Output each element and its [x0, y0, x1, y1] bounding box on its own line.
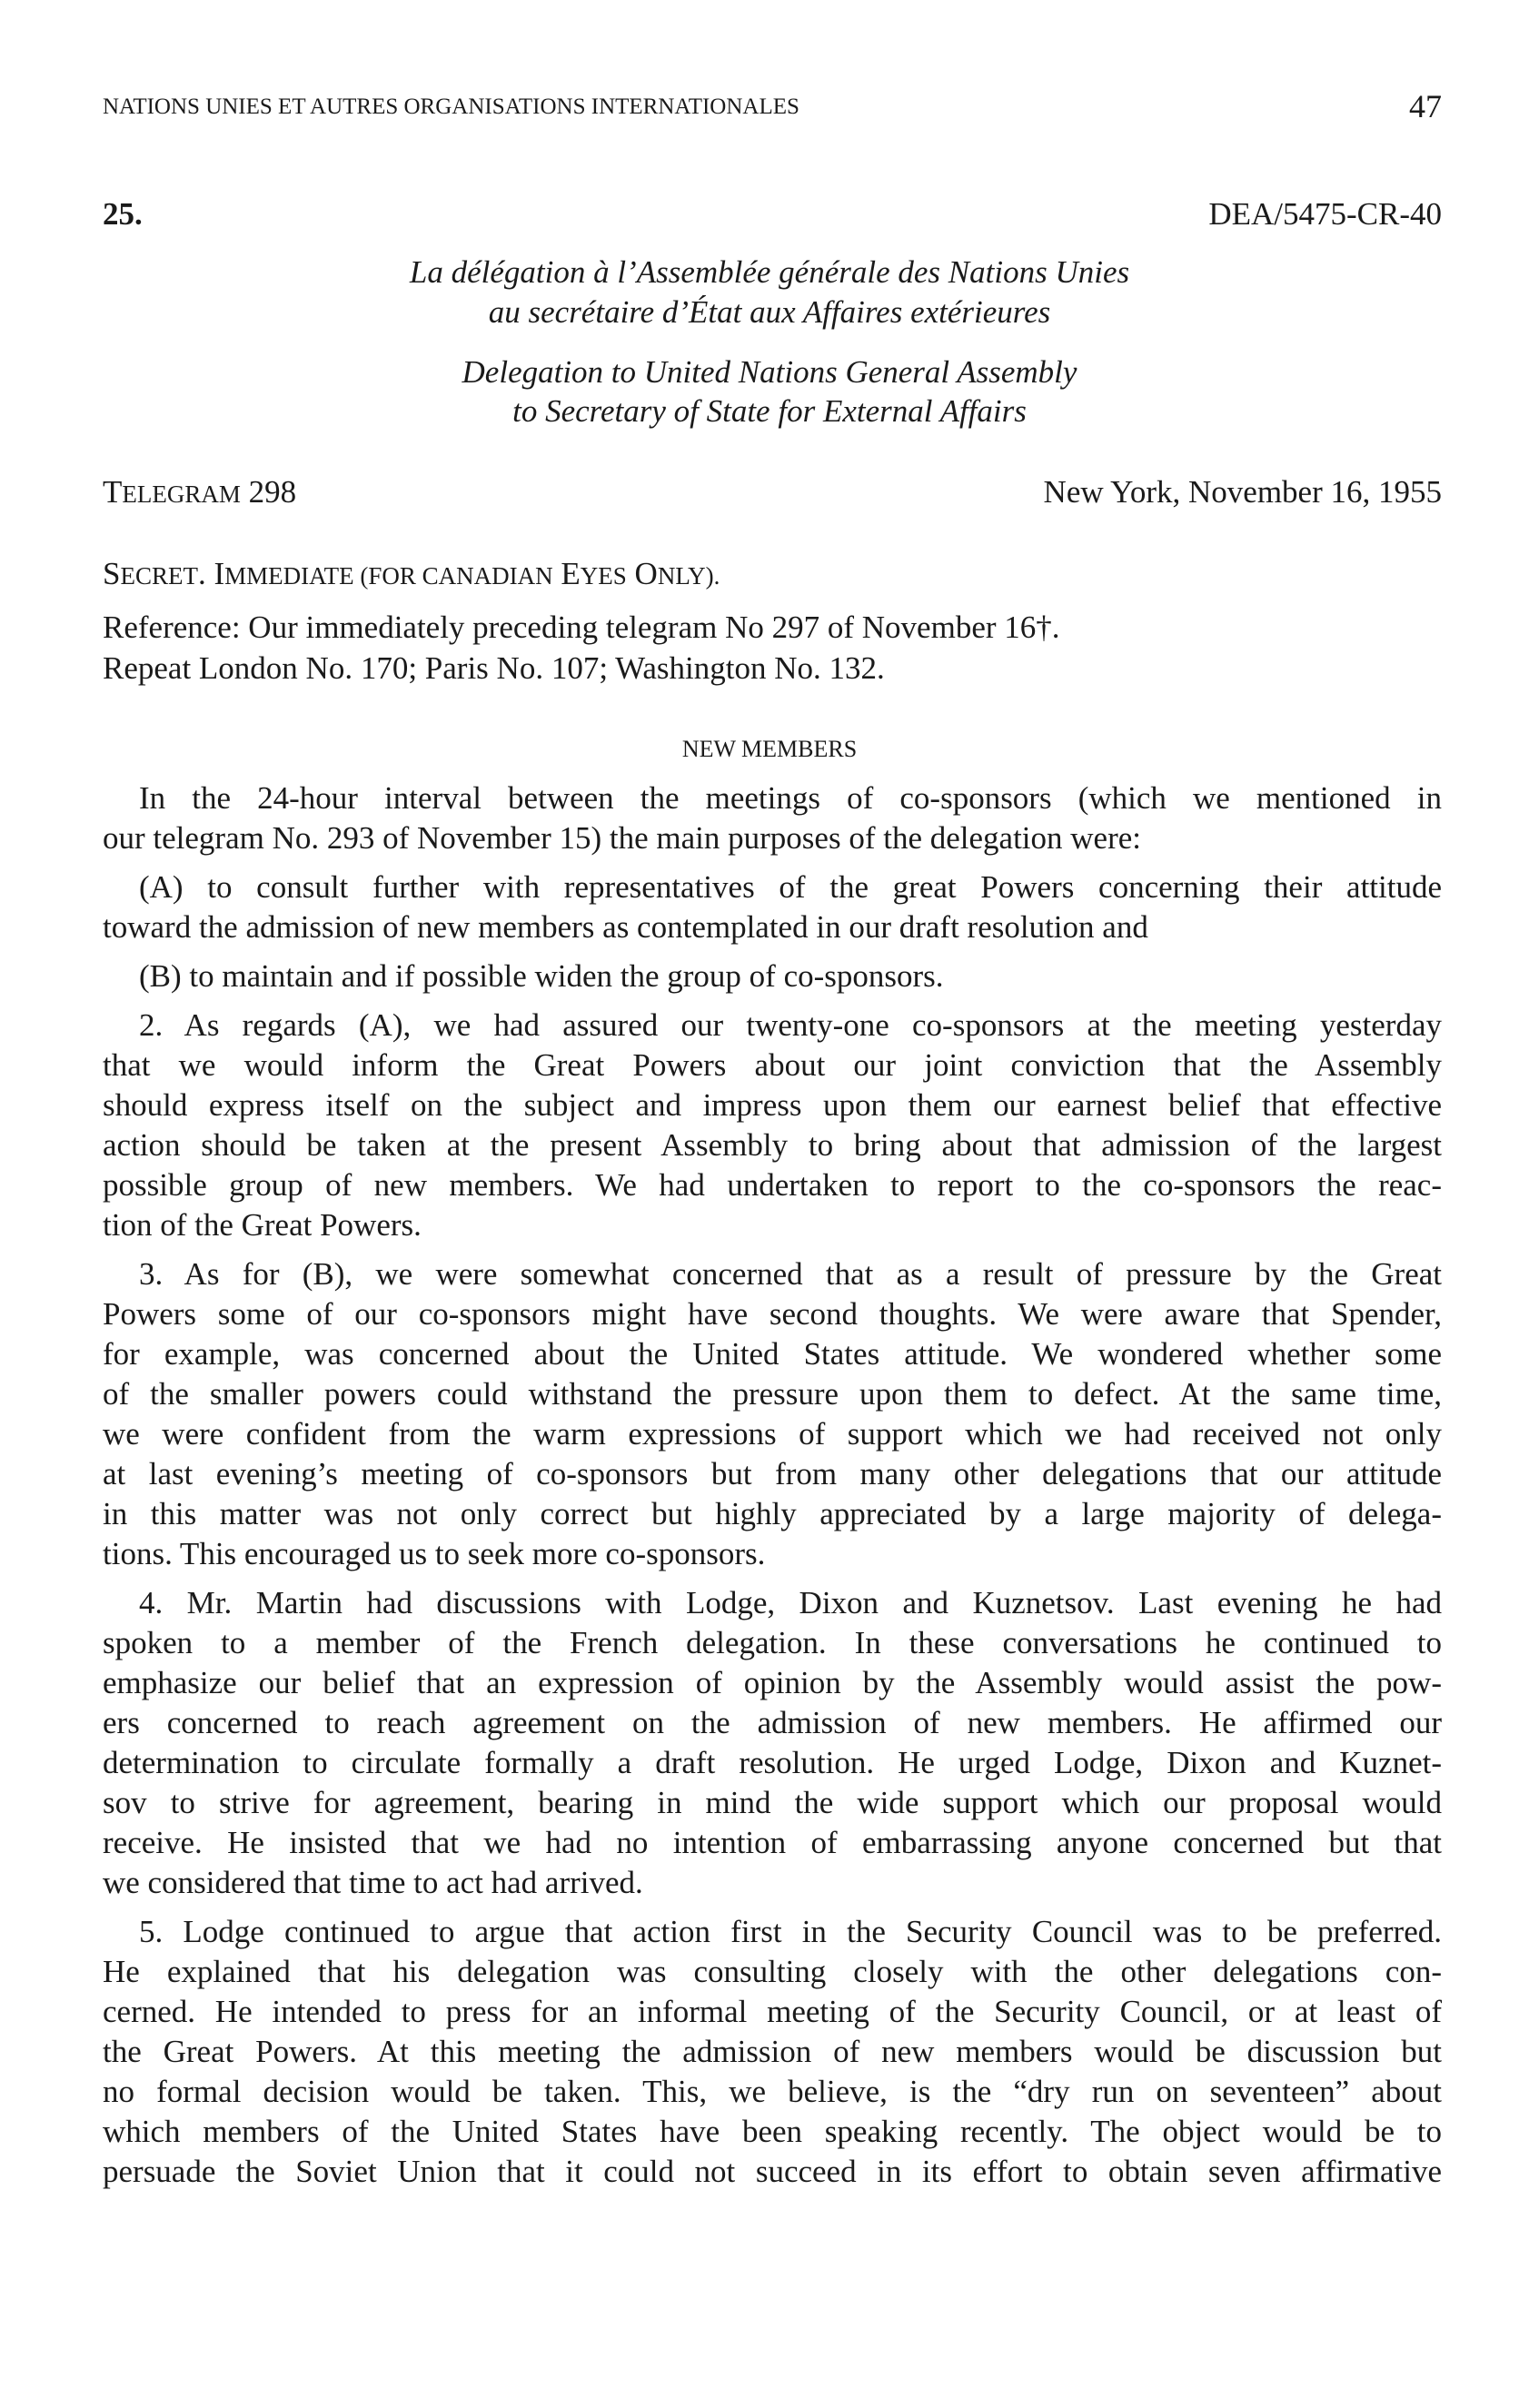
paragraph — [103, 1583, 1442, 1903]
text-line: He explained that his delegation was consulting closely with the other delegations con- — [103, 1954, 1442, 1989]
classification: SECRET. IMMEDIATE (FOR CANADIAN EYES ONLY). — [103, 556, 720, 591]
paragraph — [103, 1912, 1442, 2192]
text-line: sov to strive for agreement, bearing in mind the wide support which our proposal would — [103, 1785, 1442, 1820]
text-line: cerned. He intended to press for an informal meeting of the Security Council, or at least of — [103, 1994, 1442, 2029]
paragraph — [103, 1006, 1442, 1245]
text-line: tions. This encouraged us to seek more co-sponsors. — [103, 1536, 766, 1571]
text-line: 5. Lodge continued to argue that action first in the Security Council was to be preferred. — [139, 1914, 1442, 1949]
text-line: at last evening’s meeting of co-sponsors but from many other delegations that our attitude — [103, 1456, 1442, 1491]
text-line: which members of the United States have been speaking recently. The object would be to — [103, 2114, 1442, 2149]
text-line: (A) to consult further with representatives of the great Powers concerning their attitude — [139, 869, 1442, 905]
text-line: we considered that time to act had arrived. — [103, 1865, 643, 1900]
title-fr-line-2: au secrétaire d’État aux Affaires extérieures — [488, 294, 1051, 330]
text-line: the Great Powers. At this meeting the admission of new members would be discussion but — [103, 2034, 1442, 2069]
running-header: NATIONS UNIES ET AUTRES ORGANISATIONS INTERNATIONALES — [103, 94, 799, 119]
text-line: receive. He insisted that we had no intention of embarrassing anyone concerned but that — [103, 1825, 1442, 1860]
text-line: ers concerned to reach agreement on the admission of new members. He affirmed our — [103, 1705, 1442, 1740]
text-line: in this matter was not only correct but highly appreciated by a large majority of delega- — [103, 1496, 1442, 1531]
title-en-line-1: Delegation to United Nations General Assembly — [462, 354, 1077, 390]
text-line: no formal decision would be taken. This, we believe, is the “dry run on seventeen” about — [103, 2074, 1442, 2109]
text-line: 3. As for (B), we were somewhat concerned that as a result of pressure by the Great — [139, 1256, 1442, 1292]
paragraph — [103, 956, 1442, 996]
title-fr-line-1: La délégation à l’Assemblée générale des Nations Unies — [409, 254, 1130, 290]
text-line: Powers some of our co-sponsors might have second thoughts. We were aware that Spender, — [103, 1296, 1442, 1332]
text-line: toward the admission of new members as contemplated in our draft resolution and — [103, 909, 1148, 945]
repeat-line: Repeat London No. 170; Paris No. 107; Washington No. 132. — [103, 650, 885, 686]
body-text — [103, 778, 1442, 2201]
text-line: our telegram No. 293 of November 15) the main purposes of the delegation were: — [103, 820, 1141, 856]
page-number: 47 — [1409, 88, 1442, 124]
section-heading: NEW MEMBERS — [681, 736, 858, 762]
text-line: action should be taken at the present Assembly to bring about that admission of the largest — [103, 1127, 1442, 1163]
text-line: that we would inform the Great Powers about our joint conviction that the Assembly — [103, 1047, 1442, 1083]
text-line: In the 24-hour interval between the meetings of co-sponsors (which we mentioned in — [139, 780, 1442, 816]
title-en-line-2: to Secretary of State for External Affairs — [512, 393, 1027, 429]
place-date: New York, November 16, 1955 — [1043, 474, 1442, 510]
text-line: (B) to maintain and if possible widen the group of co-sponsors. — [139, 958, 944, 994]
text-line: should express itself on the subject and impress upon them our earnest belief that effective — [103, 1087, 1442, 1123]
text-line: we were confident from the warm expressions of support which we had received not only — [103, 1416, 1442, 1452]
paragraph — [103, 1254, 1442, 1574]
file-reference: DEA/5475-CR-40 — [1208, 196, 1442, 232]
document-number: 25. — [103, 196, 143, 232]
paragraph — [103, 867, 1442, 947]
text-line: 2. As regards (A), we had assured our twenty-one co-sponsors at the meeting yesterday — [139, 1007, 1442, 1043]
reference-line: Reference: Our immediately preceding telegram No 297 of November 16†. — [103, 609, 1060, 645]
text-line: possible group of new members. We had undertaken to report to the co-sponsors the reac- — [103, 1167, 1442, 1203]
text-line: determination to circulate formally a draft resolution. He urged Lodge, Dixon and Kuznet- — [103, 1745, 1442, 1780]
text-line: of the smaller powers could withstand the pressure upon them to defect. At the same time, — [103, 1376, 1442, 1412]
telegram-number: TELEGRAM 298 — [103, 474, 297, 510]
text-line: spoken to a member of the French delegation. In these conversations he continued to — [103, 1625, 1442, 1660]
text-line: 4. Mr. Martin had discussions with Lodge, Dixon and Kuznetsov. Last evening he had — [139, 1585, 1442, 1620]
text-line: emphasize our belief that an expression of opinion by the Assembly would assist the pow- — [103, 1665, 1442, 1700]
text-line: persuade the Soviet Union that it could not succeed in its effort to obtain seven affirmative — [103, 2154, 1442, 2189]
paragraph — [103, 778, 1442, 858]
text-line: for example, was concerned about the United States attitude. We wondered whether some — [103, 1336, 1442, 1372]
text-line: tion of the Great Powers. — [103, 1207, 422, 1243]
